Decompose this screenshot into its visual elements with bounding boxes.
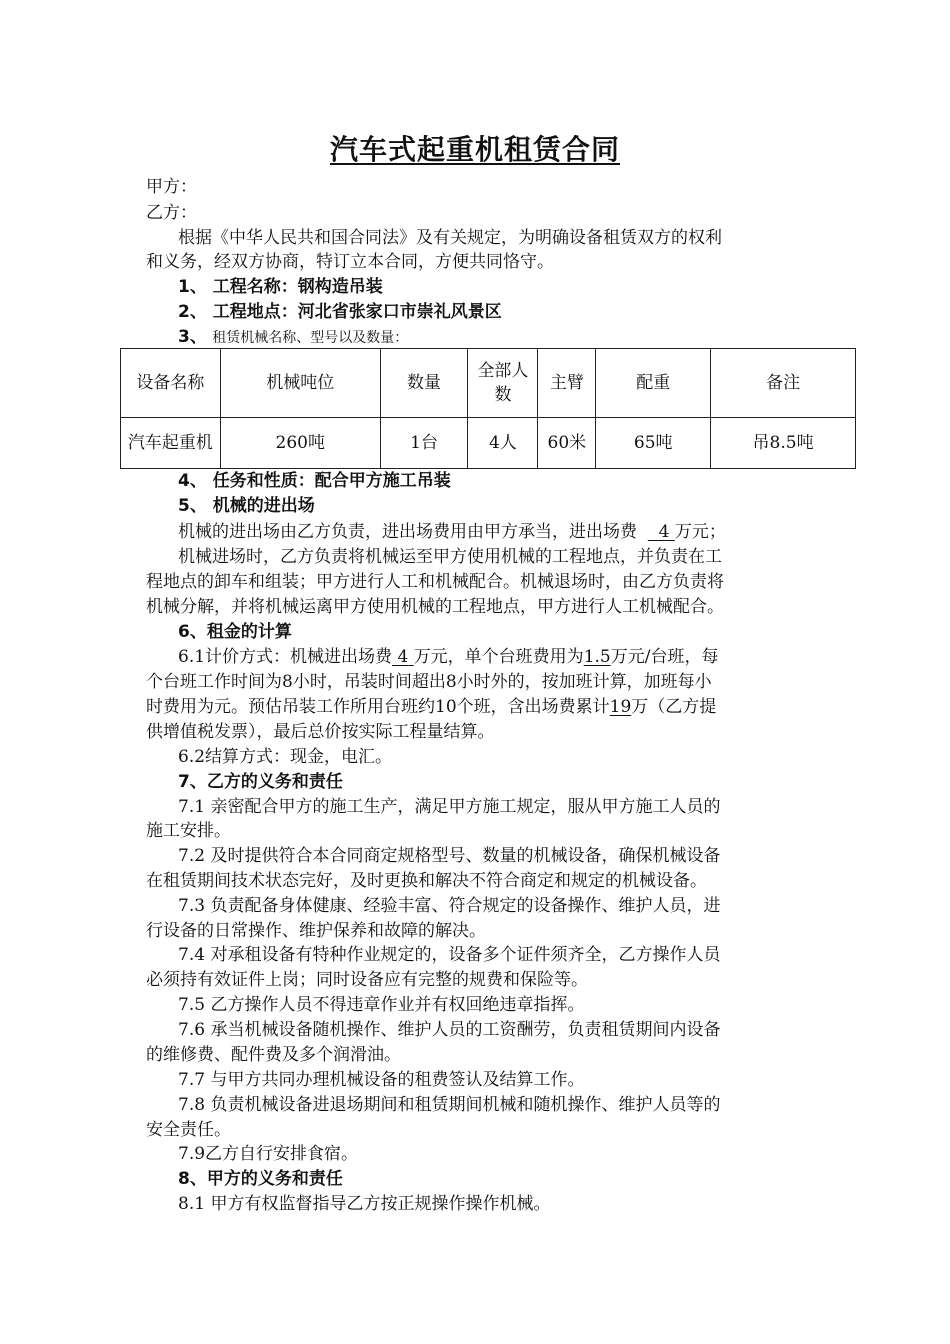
table-header-cell: 全部人数 <box>468 349 538 418</box>
fee-value <box>392 647 414 667</box>
fee-number: 4 <box>658 522 670 542</box>
table-cell: 吊8.5吨 <box>711 418 856 469</box>
section-3-heading <box>178 324 848 351</box>
clause-7-5: 7.5 乙方操作人员不得违章作业并有权回绝违章指挥。 <box>178 995 585 1015</box>
total-value: 19 <box>609 697 632 717</box>
intro-line-2: 和义务，经双方协商，特订立本合同，方便共同恪守。 <box>146 252 554 272</box>
fee-value <box>648 522 675 542</box>
section-2-heading: 2、 工程地点：河北省张家口市崇礼风景区 <box>178 302 502 322</box>
table-cell: 汽车起重机 <box>121 418 221 469</box>
clause-7-2-line-2: 在租赁期间技术状态完好，及时更换和解决不符合商定和规定的机械设备。 <box>146 871 707 891</box>
clause-7-6-line-2: 的维修费、配件费及多个润滑油。 <box>146 1045 401 1065</box>
text-run: 万（乙方提 <box>631 697 717 717</box>
table-cell: 1台 <box>380 418 468 469</box>
party-b-label: 乙方： <box>146 203 197 223</box>
section-5-para-2-line-2: 程地点的卸车和组装；甲方进行人工和机械配合。机械退场时，由乙方负责将 <box>146 572 724 592</box>
intro-line-1: 根据《中华人民共和国合同法》及有关规定，为明确设备租赁双方的权利 <box>178 228 722 248</box>
table-header-cell: 数量 <box>380 349 468 418</box>
section-1-heading: 1、 工程名称：钢构造吊装 <box>178 277 383 297</box>
table-header-row <box>121 349 856 418</box>
table-cell: 65吨 <box>596 418 711 469</box>
fee-number: 4 <box>397 647 409 667</box>
clause-7-6-line-1: 7.6 承当机械设备随机操作、维护人员的工资酬劳，负责租赁期间内设备 <box>178 1020 721 1040</box>
section-8-heading: 8、甲方的义务和责任 <box>178 1169 343 1189</box>
section-5-para-1 <box>178 519 848 545</box>
clause-7-4-line-2: 必须持有效证件上岗；同时设备应有完整的规费和保险等。 <box>146 970 588 990</box>
text-run: 万元/台班，每 <box>610 647 719 667</box>
table-row <box>121 418 856 469</box>
section-3-text: 租赁机械名称、型号以及数量： <box>212 330 409 346</box>
section-5-para-2-line-1: 机械进场时，乙方负责将机械运至甲方使用机械的工程地点，并负责在工 <box>178 547 722 567</box>
party-a-label: 甲方： <box>146 177 197 197</box>
clause-7-2-line-1: 7.2 及时提供符合本合同商定规格型号、数量的机械设备，确保机械设备 <box>178 846 721 866</box>
text-run: 万元； <box>674 522 726 542</box>
table-header-cell: 机械吨位 <box>220 349 380 418</box>
text-run: 万元，单个台班费用为 <box>413 647 584 667</box>
section-6-1-line-2: 个台班工作时间为8小时，吊装时间超出8小时外的，按加班计算，加班每小 <box>146 672 712 692</box>
table-header-cell: 备注 <box>711 349 856 418</box>
clause-7-3-line-2: 行设备的日常操作、维护保养和故障的解决。 <box>146 921 486 941</box>
table-cell: 260吨 <box>220 418 380 469</box>
section-6-1-line-3 <box>146 694 816 720</box>
section-3-number: 3、 <box>178 327 207 347</box>
section-6-1-line-4: 供增值税发票），最后总价按实际工程量结算。 <box>146 722 495 742</box>
table-header-cell: 配重 <box>596 349 711 418</box>
clause-7-8-line-2: 安全责任。 <box>146 1120 231 1140</box>
equipment-table <box>120 348 856 469</box>
shift-rate-value: 1.5 <box>583 647 611 667</box>
clause-7-9: 7.9乙方自行安排食宿。 <box>178 1144 359 1164</box>
text-run: 机械的进出场由乙方负责，进出场费用由甲方承当，进出场费 <box>178 522 637 542</box>
section-6-heading: 6、租金的计算 <box>178 622 292 642</box>
section-7-heading: 7、乙方的义务和责任 <box>178 772 343 792</box>
text-run: 6.1计价方式：机械进出场费 <box>178 647 393 667</box>
clause-7-8-line-1: 7.8 负责机械设备进退场期间和租赁期间机械和随机操作、维护人员等的 <box>178 1095 721 1115</box>
table-cell: 4人 <box>468 418 538 469</box>
clause-7-1-line-2: 施工安排。 <box>146 821 231 841</box>
table-header-cell: 主臂 <box>538 349 596 418</box>
table-cell: 60米 <box>538 418 596 469</box>
table-header-cell: 设备名称 <box>121 349 221 418</box>
clause-7-7: 7.7 与甲方共同办理机械设备的租费签认及结算工作。 <box>178 1070 585 1090</box>
text-run: 时费用为元。预估吊装工作所用台班约10个班，含出场费累计 <box>146 697 610 717</box>
section-5-para-2-line-3: 机械分解，并将机械运离甲方使用机械的工程地点，甲方进行人工机械配合。 <box>146 597 724 617</box>
section-6-1-line-1 <box>178 644 848 670</box>
clause-8-1: 8.1 甲方有权监督指导乙方按正规操作操作机械。 <box>178 1194 551 1214</box>
clause-7-4-line-1: 7.4 对承租设备有特种作业规定的，设备多个证件须齐全，乙方操作人员 <box>178 945 721 965</box>
document-title: 汽车式起重机租赁合同 <box>329 133 620 166</box>
clause-7-1-line-1: 7.1 亲密配合甲方的施工生产，满足甲方施工规定，服从甲方施工人员的 <box>178 797 721 817</box>
section-5-heading: 5、 机械的进出场 <box>178 496 315 516</box>
clause-7-3-line-1: 7.3 负责配备身体健康、经验丰富、符合规定的设备操作、维护人员，进 <box>178 896 721 916</box>
section-4-heading: 4、 任务和性质：配合甲方施工吊装 <box>178 471 451 491</box>
section-6-2: 6.2结算方式：现金，电汇。 <box>178 747 393 767</box>
